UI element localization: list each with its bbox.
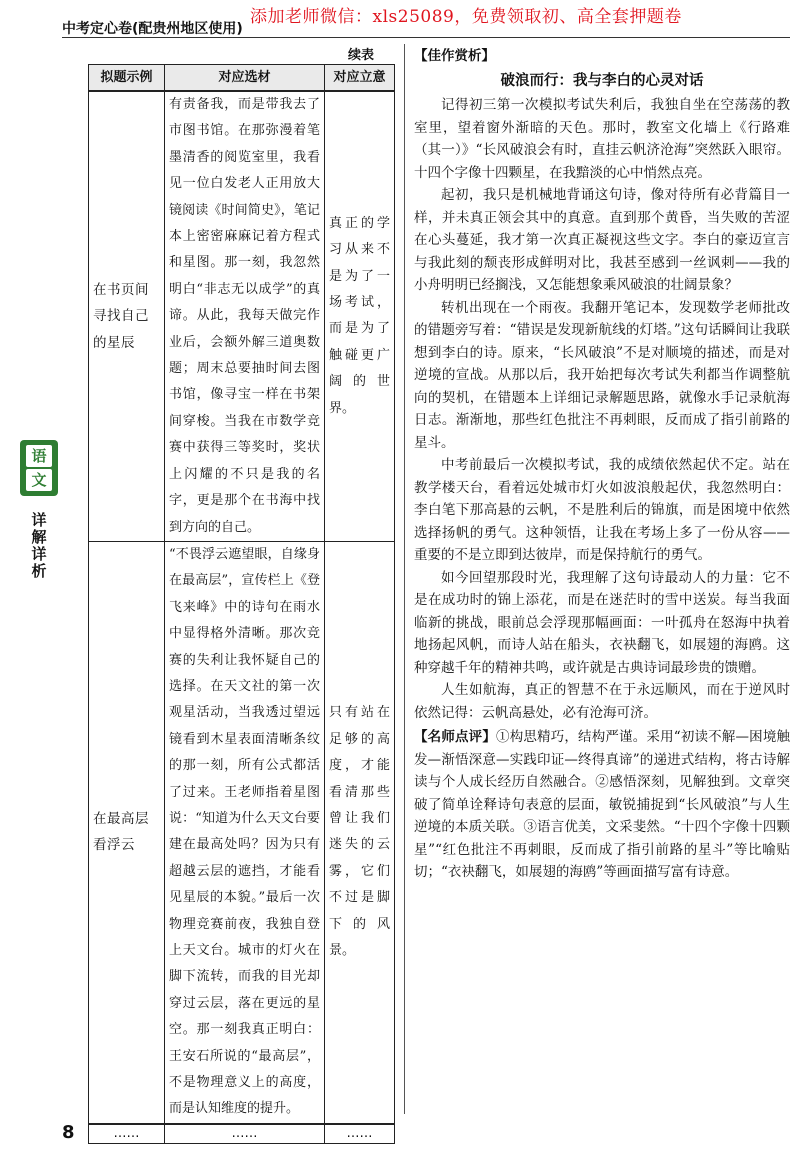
table-row <box>89 91 395 541</box>
ellipsis-cell: …… <box>89 1124 165 1144</box>
table-ellipsis-row <box>89 1124 395 1144</box>
essay-paragraph: 如今回望那段时光，我理解了这句诗最动人的力量：它不是在成功时的锦上添花，而是在迷茫时的雪中送炭。每当我面临新的挑战，眼前总会浮现那幅画面：一叶孤舟在怒海中执着地扬起风帆，而诗人站在船头，衣袂翻飞，如展翅的海鸥。这种穿越千年的精神共鸣，或许就是古典诗词最珍贵的馈赠。 <box>414 569 790 676</box>
page-number: 8 <box>62 1122 75 1143</box>
idea-cell: 真正的学习从来不是为了一场考试，而是为了触碰更广阔的世界。 <box>325 91 395 541</box>
model-essay <box>414 44 790 884</box>
header-example: 拟题示例 <box>89 65 165 92</box>
essay-paragraph: 中考前最后一次模拟考试，我的成绩依然起伏不定。站在教学楼天台，看着远处城市灯火如波浪般起伏，我忽然明白：李白笔下那高悬的云帆，不是胜利后的锦旗，而是困境中依然选择扬帆的勇气。这种领悟，让我在考场上多了一份从容——重要的不是立即到达彼岸，而是保持航行的勇气。 <box>414 457 790 563</box>
section-tag: 【佳作赏析】 <box>414 48 495 64</box>
header-material: 对应选材 <box>165 65 325 92</box>
essay-title: 破浪而行：我与李白的心灵对话 <box>500 73 704 89</box>
subject-tab <box>20 440 58 496</box>
side-label: 详解详析 <box>31 511 47 580</box>
table-continued-label: 续表 <box>348 48 375 63</box>
subject-tab-char: 语 <box>26 445 52 467</box>
table-row <box>89 541 395 1123</box>
material-cell: 有责备我，而是带我去了市图书馆。在那弥漫着笔墨清香的阅览室里，我看见一位白发老人正用放大镜阅读《时间简史》，笔记本上密密麻麻记着方程式和星图。那一刻，我忽然明白“非志无以成学”的真谛。从此，我每天做完作业后，会额外解三道奥数题；周末总要抽时间去图书馆，像寻宝一样在书架间穿梭。当我在市数学竞赛中获得三等奖时，奖状上闪耀的不只是我的名字，更是那个在书海中找到方向的自己。 <box>165 91 325 541</box>
ellipsis-cell: …… <box>165 1124 325 1144</box>
essay-paragraph: 人生如航海，真正的智慧不在于永远顺风，而在于逆风时依然记得：云帆高悬处，必有沧海可济。 <box>414 682 790 721</box>
material-cell: “不畏浮云遮望眼，自缘身在最高层”，宣传栏上《登飞来峰》中的诗句在雨水中显得格外清晰。那次竞赛的失利让我怀疑自己的选择。在天文社的第一次观星活动，当我透过望远镜看到木星表面清晰条纹的那一刻，所有公式都活了过来。王老师指着星图说：“知道为什么天文台要建在最高处吗？因为只有超越云层的遮挡，才能看见星辰的本貌。”最后一次物理竞赛前夜，我独自登上天文台。城市的灯火在脚下流转，而我的目光却穿过云层，落在更远的星空。那一刻我真正明白：王安石所说的“最高层”，不是物理意义上的高度，而是认知维度的提升。 <box>165 541 325 1123</box>
idea-cell: 只有站在足够的高度，才能看清那些曾让我们迷失的云雾，它们不过是脚下的风景。 <box>325 541 395 1123</box>
topic-plan-table <box>88 64 395 1144</box>
ellipsis-cell: …… <box>325 1124 395 1144</box>
column-divider <box>404 44 405 1114</box>
subject-tab-char: 文 <box>26 469 52 491</box>
running-head: 中考定心卷(配贵州地区使用) <box>62 21 243 37</box>
header-idea: 对应立意 <box>325 65 395 92</box>
example-title-cell: 在书页间寻找自己的星辰 <box>89 91 165 541</box>
header-divider <box>62 37 790 38</box>
comment-text: ①构思精巧，结构严谨。采用“初读不解—困境触发—渐悟深意—实践印证—终得真谛”的递进式结构，将古诗解读与个人成长经历自然融合。②感悟深刻，见解独到。文章突破了简单诠释诗句表意的层面，敏锐捕捉到“长风破浪”与人生逆境的本质关联。③语言优美，文采斐然。“十四个字像十四颗星”“红色批注不再刺眼，反而成了指引前路的星斗”等比喻贴切；“衣袂翻飞，如展翅的海鸥”等画面描写富有诗意。 <box>414 729 791 880</box>
essay-paragraph: 起初，我只是机械地背诵这句诗，像对待所有必背篇目一样，并未真正领会其中的真意。直到那个黄昏，当失败的苦涩在心头蔓延，我才第一次真正凝视这些文字。李白的豪迈宣言与我此刻的颓丧形成鲜明对比，我甚至感到一丝讽刺——我的小舟明明已经搁浅，又怎能想象乘风破浪的壮阔景象？ <box>414 187 790 293</box>
essay-paragraph: 记得初三第一次模拟考试失利后，我独自坐在空荡荡的教室里，望着窗外渐暗的天色。那时，教室文化墙上《行路难（其一）》“长风破浪会有时，直挂云帆济沧海”突然跃入眼帘。十四个字像十四颗星，在我黯淡的心中悄然点亮。 <box>414 97 790 181</box>
comment-label: 【名师点评】 <box>414 729 497 745</box>
teacher-comment <box>414 726 790 884</box>
table-header-row <box>89 65 395 92</box>
watermark-text: 添加老师微信：xls25089，免费领取初、高全套押题卷 <box>250 7 682 27</box>
essay-paragraph: 转机出现在一个雨夜。我翻开笔记本，发现数学老师批改的错题旁写着：“错误是发现新航线的灯塔。”这句话瞬间让我联想到李白的诗。原来，“长风破浪”不是对顺境的描述，而是对逆境的宣战。从那以后，我开始把每次考试失利都当作调整航向的契机，在错题本上详细记录解题思路，就像水手记录航海日志。渐渐地，那些红色批注不再刺眼，反而成了指引前路的星斗。 <box>414 299 790 451</box>
example-title-cell: 在最高层看浮云 <box>89 541 165 1123</box>
